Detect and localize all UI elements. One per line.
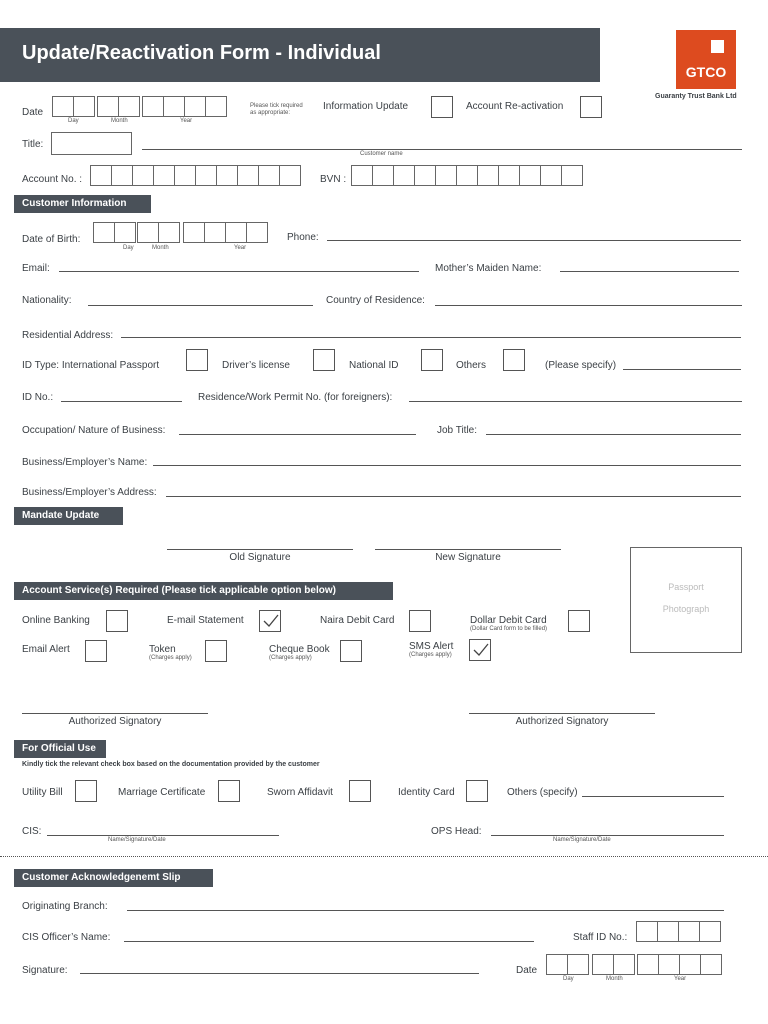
date-label: Date	[22, 107, 44, 118]
slip-date-day-field[interactable]	[546, 954, 588, 975]
permit-label: Residence/Work Permit No. (for foreigners):	[198, 392, 393, 403]
marriage-cert-label: Marriage Certificate	[118, 787, 206, 798]
tick-note-2: as appropriate:	[250, 110, 291, 116]
slip-year-caption: Year	[674, 976, 687, 982]
country-label: Country of Residence:	[326, 295, 425, 306]
cis-caption: Name/Signature/Date	[108, 837, 166, 843]
officer-field[interactable]	[124, 941, 534, 942]
email-field[interactable]	[59, 271, 419, 272]
employer-name-field[interactable]	[153, 465, 741, 466]
gtco-logo	[676, 30, 736, 89]
cis-label: CIS:	[22, 826, 42, 837]
others-specify-label: Others (specify)	[507, 787, 578, 798]
signature-label: Signature:	[22, 965, 68, 976]
specify-label: (Please specify)	[545, 360, 617, 371]
email-alert-label: Email Alert	[22, 644, 70, 655]
slip-heading: Customer Acknowledgenemt Slip	[14, 869, 213, 887]
passport-label: Passport	[668, 582, 704, 592]
new-signature-label: New Signature	[435, 552, 501, 563]
permit-field[interactable]	[409, 401, 742, 402]
checkmark-icon	[473, 643, 489, 657]
occupation-label: Occupation/ Nature of Business:	[22, 425, 166, 436]
cut-line-divider	[0, 856, 768, 857]
old-signature-label: Old Signature	[229, 552, 291, 563]
sworn-affidavit-checkbox[interactable]	[349, 780, 371, 802]
phone-field[interactable]	[327, 240, 741, 241]
logo-text: GTCO	[685, 64, 727, 80]
signatory-label-2: Authorized Signatory	[515, 716, 609, 727]
dob-day-caption: Day	[123, 245, 134, 251]
country-field[interactable]	[435, 305, 742, 306]
date-day-field[interactable]	[52, 96, 94, 117]
dob-year-field[interactable]	[183, 222, 267, 243]
officer-label: CIS Officer’s Name:	[22, 932, 111, 943]
token-checkbox[interactable]	[205, 640, 227, 662]
id-no-field[interactable]	[61, 401, 182, 402]
cheque-book-label: Cheque Book	[269, 644, 330, 655]
slip-date-month-field[interactable]	[592, 954, 634, 975]
date-month-field[interactable]	[97, 96, 139, 117]
reactivation-checkbox[interactable]	[580, 96, 602, 118]
month-caption: Month	[111, 118, 128, 124]
bank-name: Guaranty Trust Bank Ltd	[655, 93, 737, 100]
staff-id-label: Staff ID No.:	[573, 932, 628, 943]
account-no-field[interactable]	[90, 165, 300, 186]
utility-bill-label: Utility Bill	[22, 787, 63, 798]
official-instruction: Kindly tick the relevant check box based on the documentation provided by the customer	[22, 761, 320, 768]
old-signature-line[interactable]	[167, 549, 353, 550]
day-caption: Day	[68, 118, 79, 124]
slip-date-label: Date	[516, 965, 538, 976]
token-charges-note: (Charges apply)	[149, 655, 192, 661]
signatory-label-1: Authorized Signatory	[68, 716, 162, 727]
dob-month-field[interactable]	[137, 222, 179, 243]
sworn-affidavit-label: Sworn Affidavit	[267, 787, 333, 798]
marriage-cert-checkbox[interactable]	[218, 780, 240, 802]
customer-info-heading: Customer Information	[14, 195, 151, 213]
address-label: Residential Address:	[22, 330, 114, 341]
identity-card-label: Identity Card	[398, 787, 455, 798]
dollar-card-note: (Dollar Card form to be filled)	[470, 626, 548, 632]
slip-date-year-field[interactable]	[637, 954, 721, 975]
employer-address-label: Business/Employer’s Address:	[22, 487, 157, 498]
national-id-checkbox[interactable]	[421, 349, 443, 371]
staff-id-field[interactable]	[636, 921, 720, 942]
signature-field[interactable]	[80, 973, 479, 974]
dollar-card-checkbox[interactable]	[568, 610, 590, 632]
branch-label: Originating Branch:	[22, 901, 108, 912]
online-banking-label: Online Banking	[22, 615, 90, 626]
email-alert-checkbox[interactable]	[85, 640, 107, 662]
dollar-card-label: Dollar Debit Card	[470, 615, 547, 626]
passport-photo-box[interactable]	[630, 547, 742, 653]
identity-card-checkbox[interactable]	[466, 780, 488, 802]
employer-name-label: Business/Employer’s Name:	[22, 457, 148, 468]
title-field[interactable]	[51, 132, 132, 155]
others-id-label: Others	[456, 360, 487, 371]
cis-field[interactable]	[47, 835, 279, 836]
sms-alert-label: SMS Alert	[409, 641, 454, 652]
slip-day-caption: Day	[563, 976, 574, 982]
others-id-checkbox[interactable]	[503, 349, 525, 371]
email-statement-label: E-mail Statement	[167, 615, 244, 626]
nationality-field[interactable]	[88, 305, 313, 306]
bvn-label: BVN :	[320, 174, 347, 185]
drivers-license-label: Driver’s license	[222, 360, 290, 371]
naira-card-label: Naira Debit Card	[320, 615, 395, 626]
customer-name-caption: Customer name	[360, 151, 403, 157]
employer-address-field[interactable]	[166, 496, 741, 497]
ops-head-label: OPS Head:	[431, 826, 482, 837]
title-label: Title:	[22, 139, 44, 150]
slip-month-caption: Month	[606, 976, 623, 982]
job-title-field[interactable]	[486, 434, 741, 435]
signatory-line-1[interactable]	[22, 713, 208, 714]
job-title-label: Job Title:	[437, 425, 478, 436]
info-update-checkbox[interactable]	[431, 96, 453, 118]
account-no-label: Account No. :	[22, 174, 83, 185]
drivers-license-checkbox[interactable]	[313, 349, 335, 371]
customer-name-line[interactable]	[142, 149, 742, 150]
email-statement-checkbox[interactable]	[259, 610, 281, 632]
cheque-charges-note: (Charges apply)	[269, 655, 312, 661]
branch-field[interactable]	[127, 910, 724, 911]
info-update-label: Information Update	[323, 101, 409, 112]
specify-field[interactable]	[623, 369, 741, 370]
reactivation-label: Account Re-activation	[466, 101, 564, 112]
dob-label: Date of Birth:	[22, 234, 81, 245]
form-title-bar	[0, 28, 600, 82]
online-banking-checkbox[interactable]	[106, 610, 128, 632]
photograph-label: Photograph	[662, 604, 710, 614]
passport-checkbox[interactable]	[186, 349, 208, 371]
tick-note-1: Please tick required	[250, 103, 303, 109]
cheque-book-checkbox[interactable]	[340, 640, 362, 662]
email-label: Email:	[22, 263, 50, 274]
new-signature-line[interactable]	[375, 549, 561, 550]
sms-charges-note: (Charges apply)	[409, 652, 452, 658]
ops-head-caption: Name/Signature/Date	[553, 837, 611, 843]
signatory-line-2[interactable]	[469, 713, 655, 714]
phone-label: Phone:	[287, 232, 319, 243]
year-caption: Year	[180, 118, 193, 124]
maiden-name-field[interactable]	[560, 271, 739, 272]
nationality-label: Nationality:	[22, 295, 72, 306]
date-year-field[interactable]	[142, 96, 226, 117]
id-no-label: ID No.:	[22, 392, 54, 403]
address-field[interactable]	[121, 337, 741, 338]
official-use-heading: For Official Use	[14, 740, 106, 758]
id-type-label: ID Type: International Passport	[22, 360, 160, 371]
services-heading: Account Service(s) Required (Please tick applicable option below)	[14, 582, 393, 600]
occupation-field[interactable]	[179, 434, 416, 435]
dob-day-field[interactable]	[93, 222, 135, 243]
national-id-label: National ID	[349, 360, 399, 371]
form-title: Update/Reactivation Form - Individual	[22, 42, 381, 64]
dob-year-caption: Year	[234, 245, 247, 251]
ops-head-field[interactable]	[491, 835, 724, 836]
utility-bill-checkbox[interactable]	[75, 780, 97, 802]
checkmark-icon	[263, 614, 279, 628]
dob-month-caption: Month	[152, 245, 169, 251]
others-specify-field[interactable]	[582, 796, 724, 797]
naira-card-checkbox[interactable]	[409, 610, 431, 632]
logo-square-icon	[711, 40, 724, 53]
token-label: Token	[149, 644, 176, 655]
bvn-field[interactable]	[351, 165, 582, 186]
maiden-name-label: Mother’s Maiden Name:	[435, 263, 542, 274]
mandate-heading: Mandate Update	[14, 507, 123, 525]
sms-alert-checkbox[interactable]	[469, 639, 491, 661]
